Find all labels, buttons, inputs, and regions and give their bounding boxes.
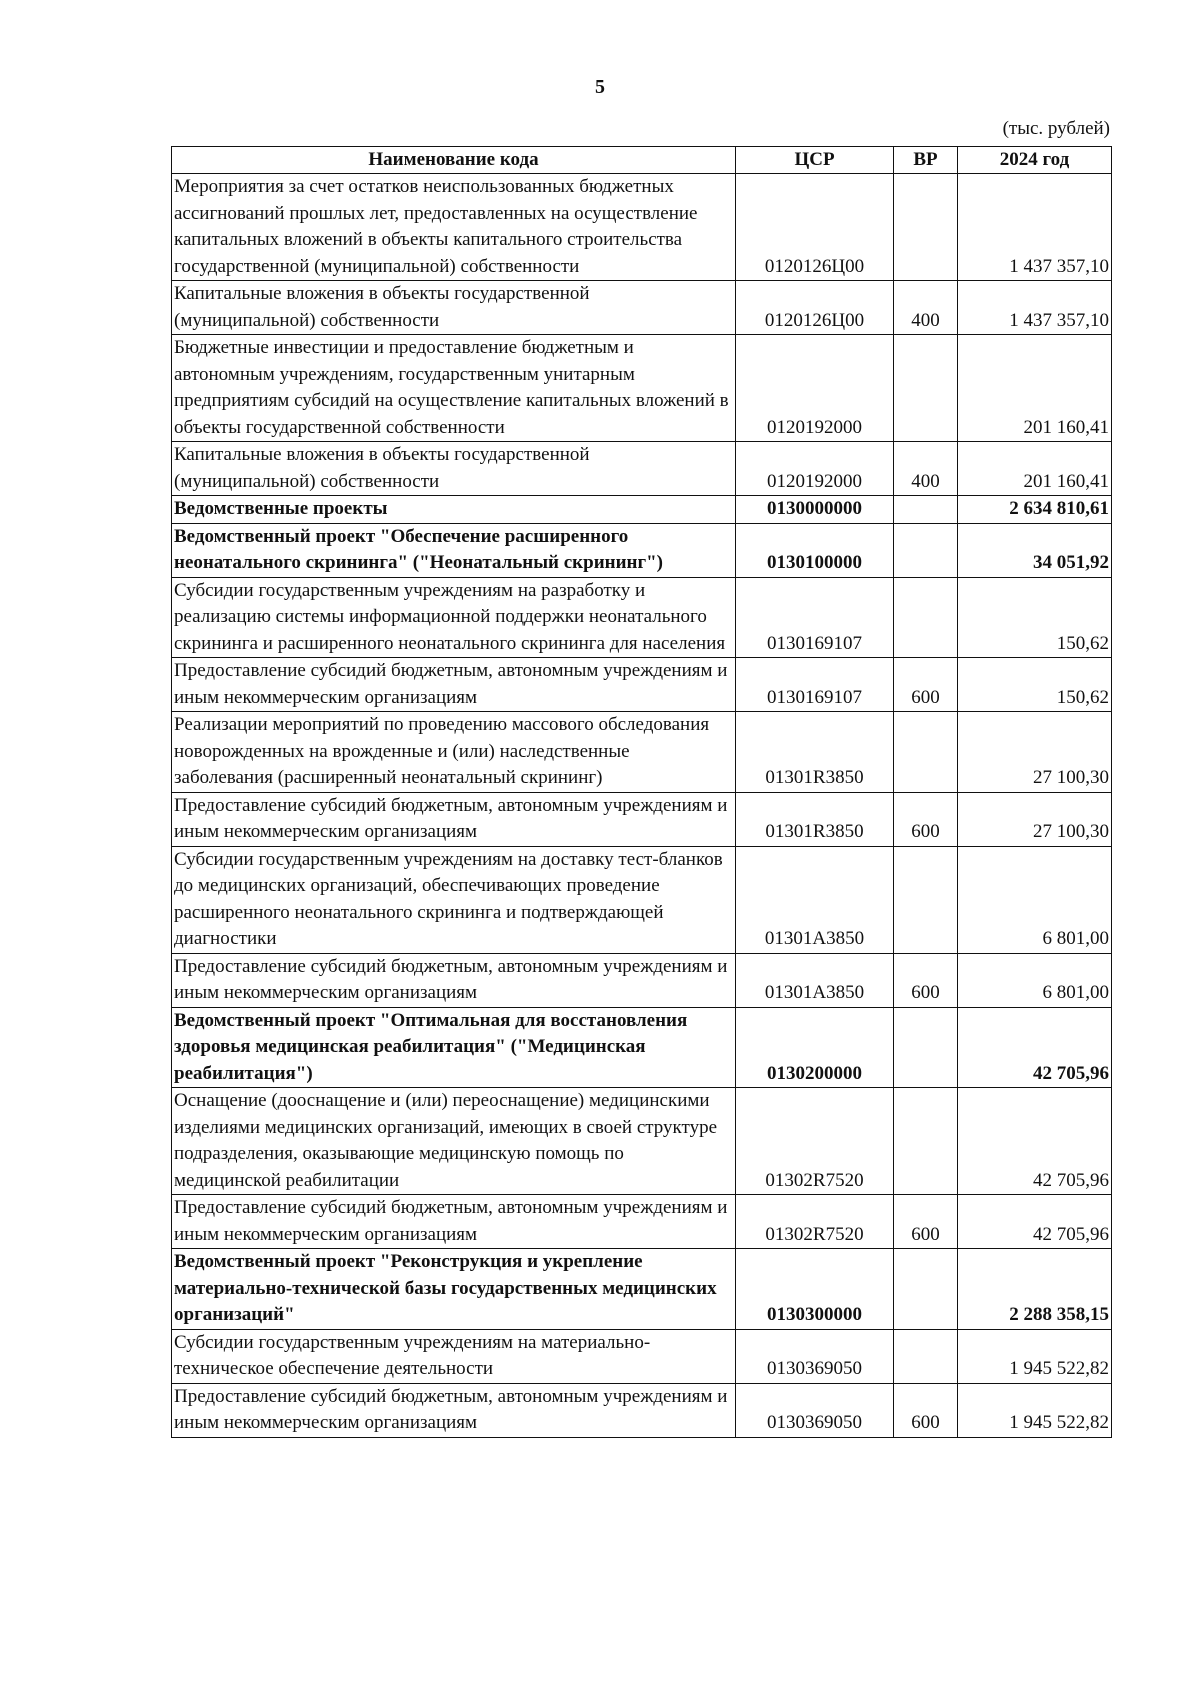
cell-name: Ведомственный проект "Оптимальная для восстановления здоровья медицинская реабилитация" ("Медицинская реабилитация") (172, 1007, 736, 1088)
cell-name: Ведомственный проект "Реконструкция и укрепление материально-технической базы государственных медицинских организаций" (172, 1249, 736, 1330)
cell-sum: 1 437 357,10 (958, 174, 1112, 281)
cell-vr: 600 (894, 658, 958, 712)
cell-sum: 42 705,96 (958, 1007, 1112, 1088)
cell-csr: 01301R3850 (736, 792, 894, 846)
table-row (172, 953, 1112, 1007)
table-row (172, 1007, 1112, 1088)
table-row (172, 792, 1112, 846)
cell-csr: 0120192000 (736, 335, 894, 442)
budget-table (171, 146, 1112, 1438)
cell-vr (894, 523, 958, 577)
cell-sum: 2 288 358,15 (958, 1249, 1112, 1330)
table-header-row (172, 147, 1112, 174)
cell-csr: 01301A3850 (736, 953, 894, 1007)
table-row (172, 577, 1112, 658)
cell-csr: 0120126Ц00 (736, 281, 894, 335)
table-row (172, 1088, 1112, 1195)
cell-vr (894, 335, 958, 442)
cell-name: Субсидии государственным учреждениям на разработку и реализацию системы информационной поддержки неонатального скрининга и расширенного неонатального скрининга для населения (172, 577, 736, 658)
page-number: 5 (595, 76, 605, 98)
cell-vr (894, 174, 958, 281)
table-row (172, 335, 1112, 442)
cell-csr: 0130100000 (736, 523, 894, 577)
cell-vr (894, 1007, 958, 1088)
cell-name: Реализации мероприятий по проведению массового обследования новорожденных на врожденные и (или) наследственные заболевания (расширенный неонатальный скрининг) (172, 712, 736, 793)
cell-sum: 27 100,30 (958, 792, 1112, 846)
cell-sum: 6 801,00 (958, 953, 1112, 1007)
cell-name: Мероприятия за счет остатков неиспользованных бюджетных ассигнований прошлых лет, предоставленных на осуществление капитальных вложений в объекты капитального строительства государственной (муниципальной) собственности (172, 174, 736, 281)
table-row (172, 174, 1112, 281)
cell-csr: 0130200000 (736, 1007, 894, 1088)
table-row (172, 1249, 1112, 1330)
cell-csr: 01301A3850 (736, 846, 894, 953)
cell-sum: 2 634 810,61 (958, 496, 1112, 524)
cell-name: Предоставление субсидий бюджетным, автономным учреждениям и иным некоммерческим организациям (172, 1383, 736, 1437)
cell-sum: 150,62 (958, 577, 1112, 658)
header-csr: ЦСР (736, 147, 894, 174)
cell-vr (894, 1249, 958, 1330)
table-row (172, 1383, 1112, 1437)
table-row (172, 1195, 1112, 1249)
cell-name: Бюджетные инвестиции и предоставление бюджетным и автономным учреждениям, государственным унитарным предприятиям субсидий на осуществление капитальных вложений в объекты государственной собственности (172, 335, 736, 442)
cell-csr: 0130169107 (736, 577, 894, 658)
cell-csr: 0120126Ц00 (736, 174, 894, 281)
cell-vr: 600 (894, 1383, 958, 1437)
cell-vr: 600 (894, 1195, 958, 1249)
table-row (172, 281, 1112, 335)
cell-sum: 1 437 357,10 (958, 281, 1112, 335)
header-year: 2024 год (958, 147, 1112, 174)
cell-csr: 0130000000 (736, 496, 894, 524)
cell-csr: 0120192000 (736, 442, 894, 496)
table-row (172, 523, 1112, 577)
cell-name: Капитальные вложения в объекты государственной (муниципальной) собственности (172, 442, 736, 496)
cell-sum: 1 945 522,82 (958, 1329, 1112, 1383)
cell-vr: 600 (894, 953, 958, 1007)
table-body (172, 174, 1112, 1438)
cell-csr: 0130369050 (736, 1329, 894, 1383)
cell-vr: 400 (894, 442, 958, 496)
cell-name: Субсидии государственным учреждениям на материально-техническое обеспечение деятельности (172, 1329, 736, 1383)
cell-vr: 600 (894, 792, 958, 846)
cell-sum: 201 160,41 (958, 335, 1112, 442)
header-name: Наименование кода (172, 147, 736, 174)
cell-csr: 0130369050 (736, 1383, 894, 1437)
table-row (172, 712, 1112, 793)
table-row (172, 442, 1112, 496)
cell-name: Субсидии государственным учреждениям на доставку тест-бланков до медицинских организаций, обеспечивающих проведение расширенного неонатального скрининга и подтверждающей диагностики (172, 846, 736, 953)
cell-name: Предоставление субсидий бюджетным, автономным учреждениям и иным некоммерческим организациям (172, 658, 736, 712)
table-row (172, 496, 1112, 524)
table-row (172, 658, 1112, 712)
cell-sum: 6 801,00 (958, 846, 1112, 953)
cell-vr (894, 846, 958, 953)
cell-name: Капитальные вложения в объекты государственной (муниципальной) собственности (172, 281, 736, 335)
cell-sum: 150,62 (958, 658, 1112, 712)
cell-sum: 42 705,96 (958, 1195, 1112, 1249)
cell-sum: 27 100,30 (958, 712, 1112, 793)
cell-vr (894, 1329, 958, 1383)
cell-name: Предоставление субсидий бюджетным, автономным учреждениям и иным некоммерческим организациям (172, 953, 736, 1007)
cell-vr: 400 (894, 281, 958, 335)
cell-vr (894, 577, 958, 658)
cell-csr: 01302R7520 (736, 1088, 894, 1195)
header-vr: ВР (894, 147, 958, 174)
table-row (172, 1329, 1112, 1383)
cell-name: Предоставление субсидий бюджетным, автономным учреждениям и иным некоммерческим организациям (172, 792, 736, 846)
cell-csr: 01301R3850 (736, 712, 894, 793)
units-label: (тыс. рублей) (1002, 118, 1110, 139)
cell-sum: 1 945 522,82 (958, 1383, 1112, 1437)
table-row (172, 846, 1112, 953)
cell-vr (894, 712, 958, 793)
cell-vr (894, 496, 958, 524)
cell-name: Предоставление субсидий бюджетным, автономным учреждениям и иным некоммерческим организациям (172, 1195, 736, 1249)
cell-sum: 201 160,41 (958, 442, 1112, 496)
cell-csr: 0130300000 (736, 1249, 894, 1330)
cell-csr: 01302R7520 (736, 1195, 894, 1249)
cell-vr (894, 1088, 958, 1195)
cell-name: Оснащение (дооснащение и (или) переоснащение) медицинскими изделиями медицинских организаций, имеющих в своей структуре подразделения, оказывающие медицинскую помощь по медицинской реабилитации (172, 1088, 736, 1195)
cell-sum: 34 051,92 (958, 523, 1112, 577)
cell-name: Ведомственные проекты (172, 496, 736, 524)
cell-name: Ведомственный проект "Обеспечение расширенного неонатального скрининга" ("Неонатальный скрининг") (172, 523, 736, 577)
cell-csr: 0130169107 (736, 658, 894, 712)
cell-sum: 42 705,96 (958, 1088, 1112, 1195)
